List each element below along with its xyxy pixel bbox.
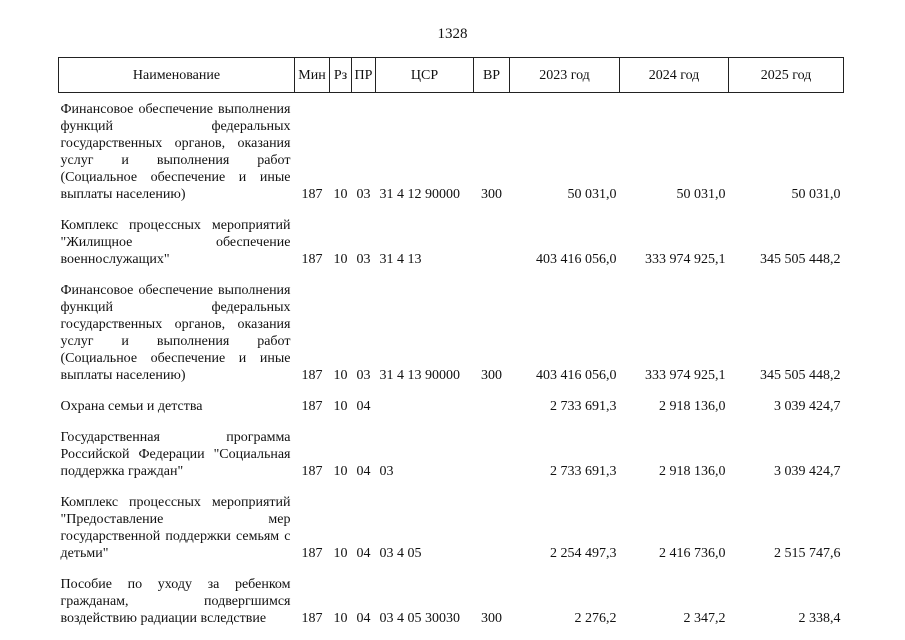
row-min: 187 <box>301 611 323 626</box>
row-2024: 333 974 925,1 <box>645 252 726 267</box>
budget-table-wrapper <box>58 57 843 627</box>
row-name: Финансовое обеспечение выполнения функций федеральных государственных органов, оказания услуг и выполнения работ (Социальное обеспечение и иные выплаты населению) <box>60 283 291 383</box>
row-pr: 04 <box>356 611 371 626</box>
row-2024: 2 918 136,0 <box>659 399 726 414</box>
row-min: 187 <box>301 464 323 479</box>
row-rz: 10 <box>333 611 348 626</box>
header-name: Наименование <box>59 58 295 93</box>
table-row <box>59 203 844 268</box>
row-min: 187 <box>301 187 323 202</box>
row-name: Комплекс процессных мероприятий "Жилищное обеспечение военнослужащих" <box>60 218 291 267</box>
row-vr: 300 <box>481 187 502 202</box>
row-csr <box>376 384 474 415</box>
row-2024: 2 347,2 <box>683 611 726 626</box>
table-row <box>59 415 844 480</box>
row-2025: 50 031,0 <box>791 187 841 202</box>
row-csr: 03 <box>379 464 394 479</box>
table-row <box>59 384 844 415</box>
row-pr: 03 <box>356 187 371 202</box>
header-csr: ЦСР <box>376 58 474 93</box>
row-rz: 10 <box>333 399 348 414</box>
row-vr <box>474 480 510 562</box>
row-pr: 03 <box>356 368 371 383</box>
row-rz: 10 <box>333 368 348 383</box>
row-vr <box>474 384 510 415</box>
row-name: Финансовое обеспечение выполнения функций федеральных государственных органов, оказания услуг и выполнения работ (Социальное обеспечение и иные выплаты населению) <box>60 102 291 202</box>
row-name: Пособие по уходу за ребенком гражданам, подвергшимся воздействию радиации вследствие <box>60 577 291 626</box>
header-row <box>59 58 844 93</box>
row-2025: 345 505 448,2 <box>760 368 841 383</box>
row-pr: 04 <box>356 399 371 414</box>
row-csr: 31 4 13 90000 <box>379 368 460 383</box>
row-2023: 2 733 691,3 <box>550 399 617 414</box>
row-name: Государственная программа Российской Федерации "Социальная поддержка граждан" <box>60 430 291 479</box>
table-row <box>59 93 844 204</box>
row-vr: 300 <box>481 611 502 626</box>
row-2023: 50 031,0 <box>567 187 617 202</box>
row-2025: 345 505 448,2 <box>760 252 841 267</box>
row-min: 187 <box>301 252 323 267</box>
row-2024: 50 031,0 <box>676 187 726 202</box>
row-2025: 2 338,4 <box>798 611 841 626</box>
row-2023: 2 733 691,3 <box>550 464 617 479</box>
table-row <box>59 480 844 562</box>
row-csr: 03 4 05 <box>379 546 422 561</box>
row-min: 187 <box>301 399 323 414</box>
row-2023: 2 254 497,3 <box>550 546 617 561</box>
header-min: Мин <box>295 58 330 93</box>
budget-table <box>58 57 844 627</box>
row-rz: 10 <box>333 187 348 202</box>
row-csr: 31 4 12 90000 <box>379 187 460 202</box>
table-header <box>59 58 844 93</box>
page-number: 1328 <box>437 26 468 42</box>
row-min: 187 <box>301 368 323 383</box>
row-vr <box>474 415 510 480</box>
table-row <box>59 268 844 384</box>
header-2025: 2025 год <box>729 58 844 93</box>
row-2025: 3 039 424,7 <box>774 464 841 479</box>
row-rz: 10 <box>333 464 348 479</box>
row-rz: 10 <box>333 252 348 267</box>
row-min: 187 <box>301 546 323 561</box>
row-name: Комплекс процессных мероприятий "Предоставление мер государственной поддержки семьям с детьми" <box>60 495 291 561</box>
row-2024: 333 974 925,1 <box>645 368 726 383</box>
header-vr: ВР <box>474 58 510 93</box>
header-pr: ПР <box>352 58 376 93</box>
row-vr <box>474 203 510 268</box>
row-name: Охрана семьи и детства <box>60 399 203 414</box>
row-2023: 403 416 056,0 <box>536 252 617 267</box>
header-rz: Рз <box>330 58 352 93</box>
row-rz: 10 <box>333 546 348 561</box>
row-2024: 2 416 736,0 <box>659 546 726 561</box>
table-body <box>59 93 844 628</box>
row-csr: 03 4 05 30030 <box>379 611 460 626</box>
row-pr: 04 <box>356 464 371 479</box>
row-2025: 2 515 747,6 <box>774 546 841 561</box>
table-row <box>59 562 844 627</box>
row-2025: 3 039 424,7 <box>774 399 841 414</box>
row-pr: 03 <box>356 252 371 267</box>
row-2023: 403 416 056,0 <box>536 368 617 383</box>
row-pr: 04 <box>356 546 371 561</box>
row-vr: 300 <box>481 368 502 383</box>
header-2023: 2023 год <box>510 58 620 93</box>
row-2023: 2 276,2 <box>574 611 617 626</box>
header-2024: 2024 год <box>620 58 729 93</box>
row-2024: 2 918 136,0 <box>659 464 726 479</box>
row-csr: 31 4 13 <box>379 252 422 267</box>
